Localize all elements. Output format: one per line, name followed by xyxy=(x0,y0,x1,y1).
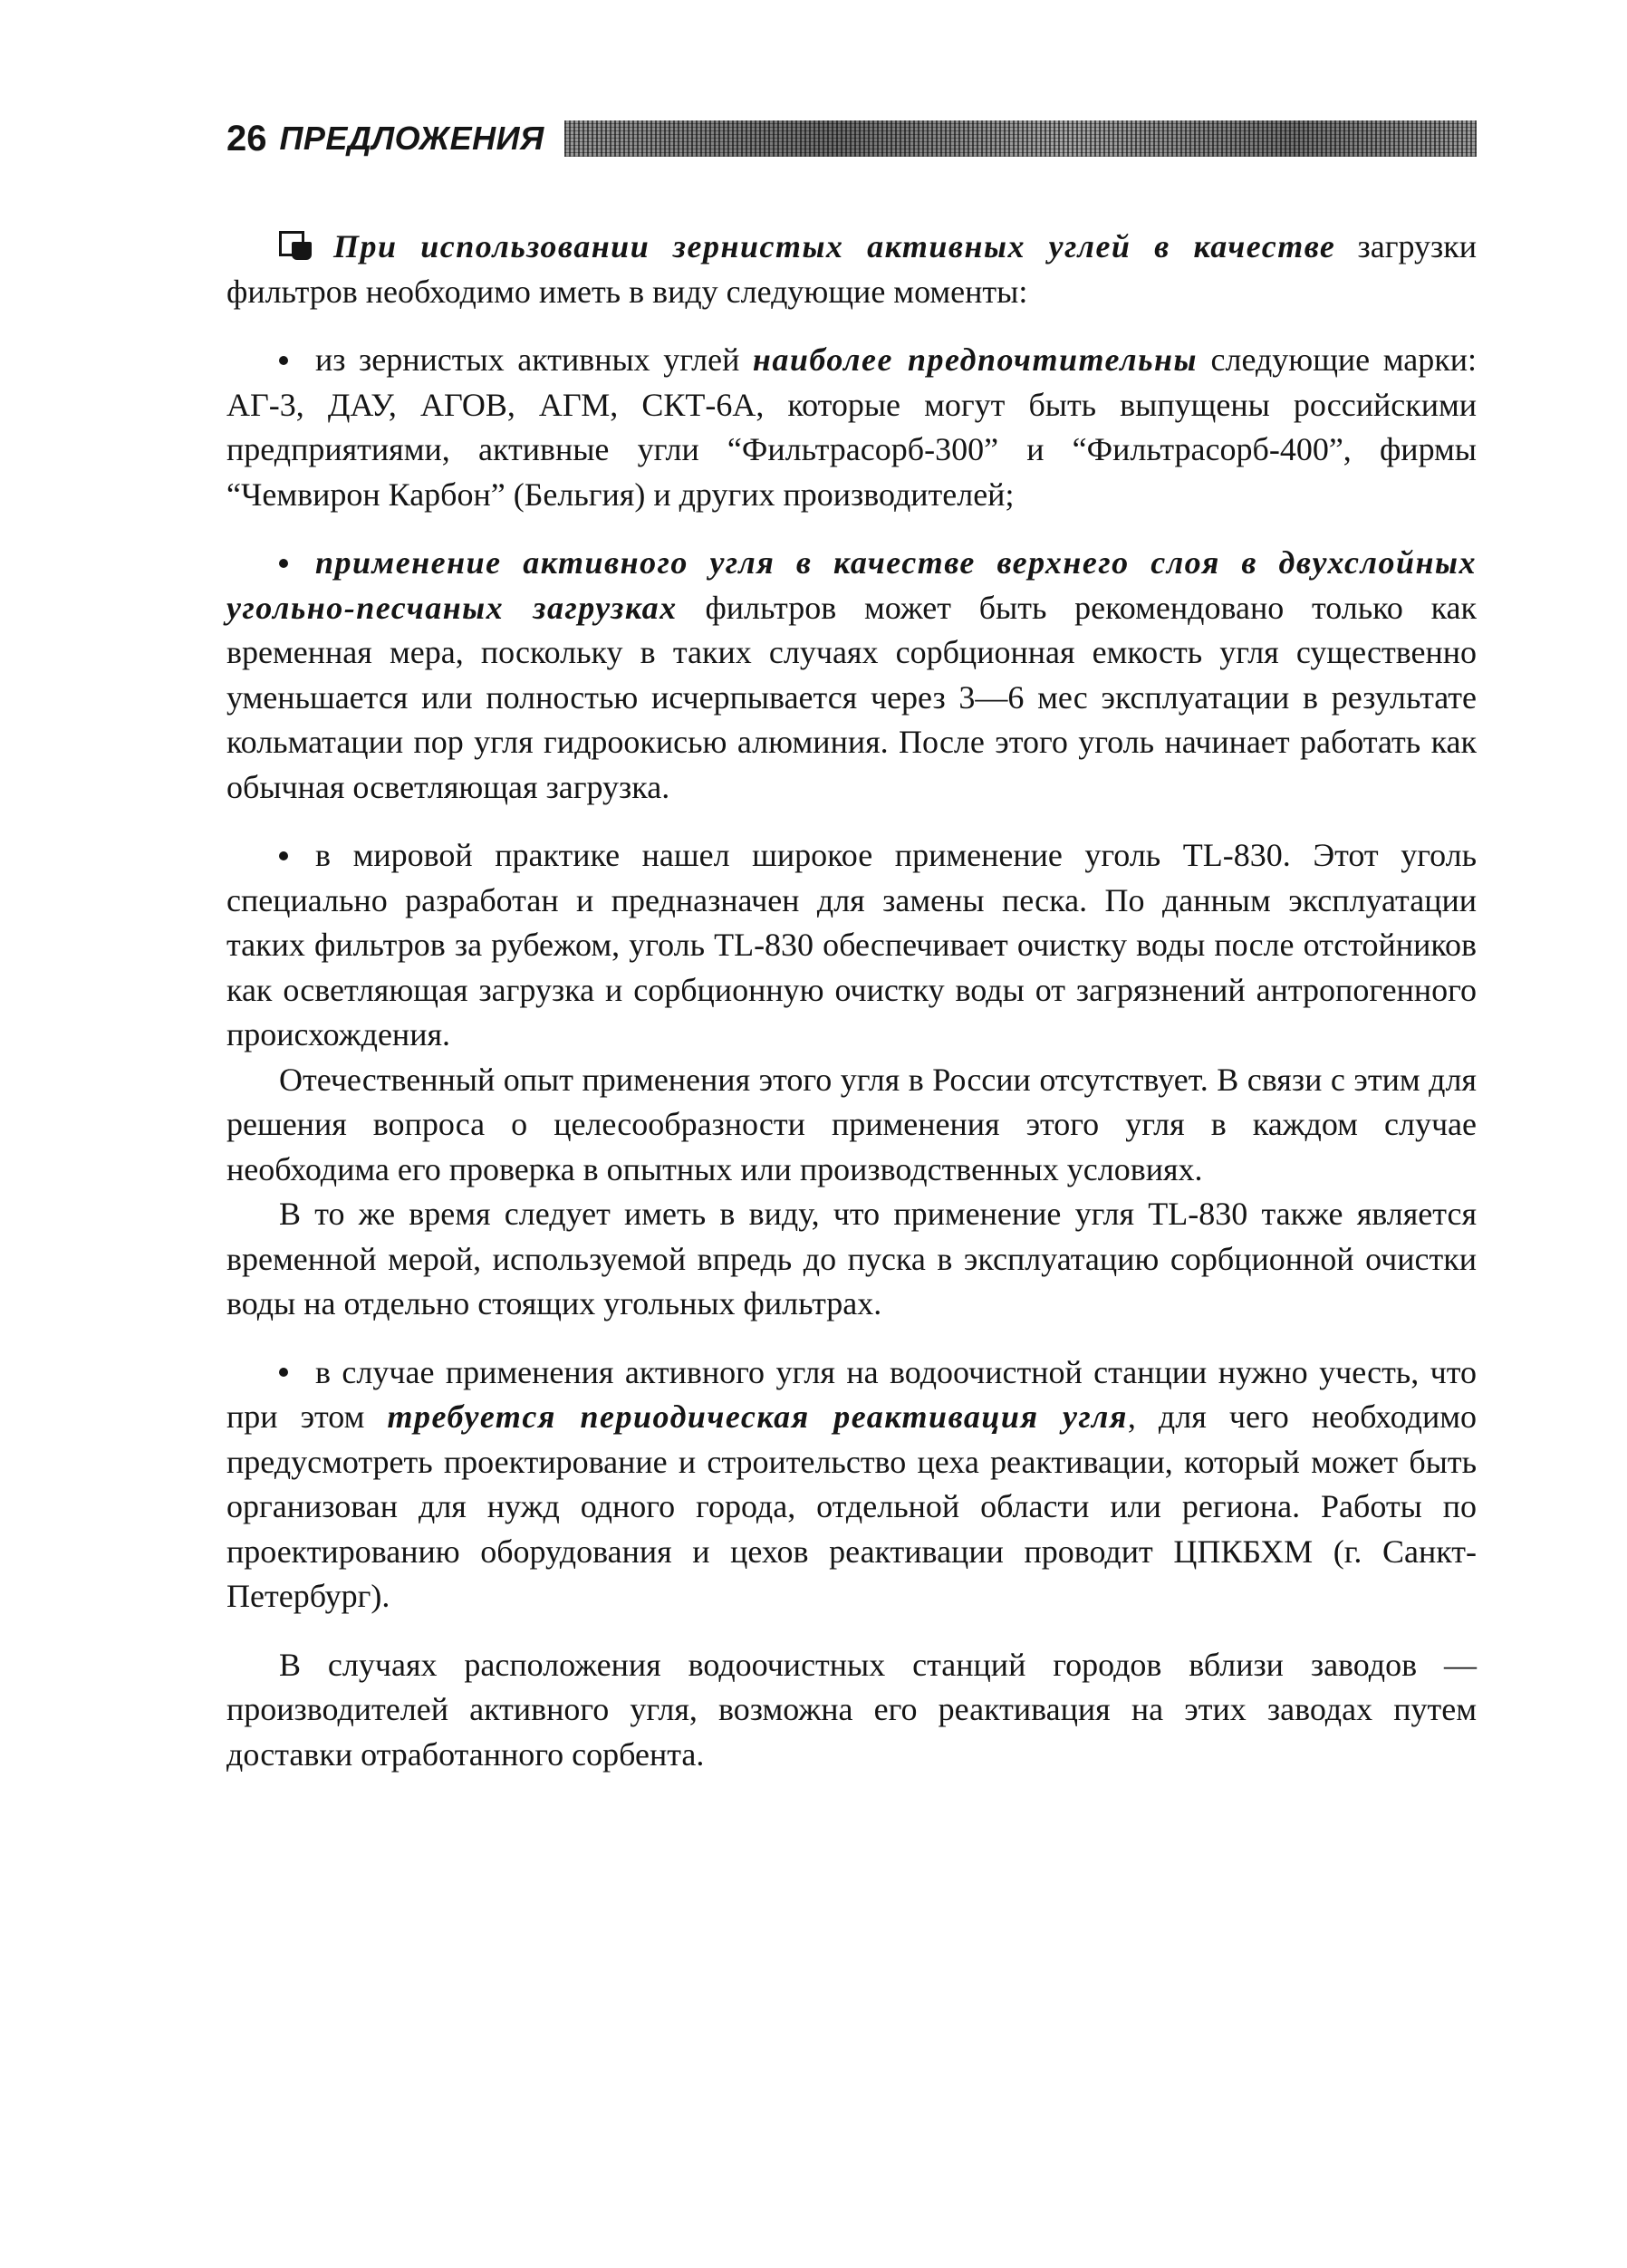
closing-paragraph: В случаях расположения водоочистных станций городов вблизи заводов — производителей активного угля, возможна его реактивация на этих заводах путем доставки отработанного сорбента. xyxy=(226,1646,1477,1773)
bullet-text-post: , для чего необходимо предусмотреть проектирование и строительство цеха реактивации, который может быть организован для нужд одного города, отдельной области или региона. Работы по проектированию оборудования и цехов реактивации проводит ЦПКБХМ (г. Санкт-Петербург). xyxy=(226,1398,1477,1614)
page-body xyxy=(226,225,1477,1777)
bullet-icon xyxy=(279,851,288,860)
paragraph-domestic-experience: Отечественный опыт применения этого угля в России отсутствует. В связи с этим для решения вопроса о целесообразности применения этого угля в каждом случае необходима его проверка в опытных или производственных условиях. xyxy=(226,1061,1477,1187)
bullet-text-post: следующие марки: АГ-3, ДАУ, АГОВ, АГМ, СКТ-6А, которые могут быть выпущены российскими предприятиями, активные угли “Фильтрасорб-300” и “Фильтрасорб-400”, фирмы “Чемвирон Карбон” (Бельгия) и других производителей; xyxy=(226,341,1477,513)
bullet-accent: применение активного угля в качестве верхнего слоя в двухслойных угольно-песчаных загрузках xyxy=(226,544,1477,626)
section-title: ПРЕДЛОЖЕНИЯ xyxy=(279,120,544,157)
intro-paragraph xyxy=(226,225,1477,314)
bullet-item-reactivation xyxy=(226,1350,1477,1619)
bullet-icon xyxy=(279,1368,288,1377)
bullet-item-grades xyxy=(226,338,1477,517)
intro-accent: При использовании зернистых активных углей в качестве xyxy=(333,228,1336,264)
bullet-text-pre: в мировой практике нашел широкое применение уголь TL-830. Этот уголь специально разработан и предназначен для замены песка. По данным эксплуатации таких фильтров за рубежом, уголь TL-830 обеспечивает очистку воды после отстойников как осветляющая загрузка и сорбционную очистку воды от загрязнений антропогенного происхождения. xyxy=(226,837,1477,1052)
bullet-item-two-layer xyxy=(226,541,1477,810)
intro-text: загрузки фильтров необходимо иметь в виду следующие моменты: xyxy=(226,228,1478,310)
bullet-icon xyxy=(279,559,288,568)
bullet-accent: требуется периодическая реактивация угля xyxy=(387,1398,1128,1435)
bullet-text-post: фильтров может быть рекомендовано только как временная мера, поскольку в таких случаях сорбционная емкость угля существенно уменьшается или полностью исчерпывается через 3—6 мес эксплуатации в результате кольматации пор угля гидроокисью алюминия. После этого уголь начинает работать как обычная осветляющая загрузка. xyxy=(226,589,1477,805)
bullet-text-pre: в случае применения активного угля на водоочистной станции нужно учесть, что при этом xyxy=(226,1353,1477,1435)
book-page xyxy=(226,109,1477,1801)
bullet-icon xyxy=(279,356,288,365)
bullet-accent: наиболее предпочтительны xyxy=(752,341,1198,378)
page-header xyxy=(226,109,1477,168)
pointing-hand-icon xyxy=(279,231,313,262)
paragraph-temporary-measure: В то же время следует иметь в виду, что применение угля TL-830 также является временной мерой, используемой впредь до пуска в эксплуатацию сорбционной очистки воды на отдельно стоящих угольных фильтрах. xyxy=(226,1196,1477,1321)
header-decorative-band xyxy=(564,120,1477,157)
page-number: 26 xyxy=(226,118,267,159)
bullet-item-tl830 xyxy=(226,833,1477,1058)
bullet-text-pre: из зернистых активных углей xyxy=(315,341,753,378)
